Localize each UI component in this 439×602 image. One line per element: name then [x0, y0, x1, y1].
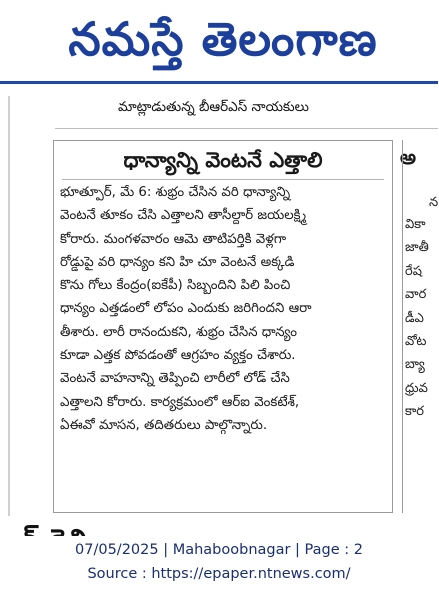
side-fragment: న — [429, 195, 439, 210]
news-article — [53, 140, 393, 513]
source-url: Source : https://epaper.ntnews.com/ — [87, 566, 351, 582]
article-line: ఏఈవో మాసన, తదితరులు పాల్గొన్నారు. — [60, 417, 268, 433]
article-line: వెంటనే తూకం చేసి ఎత్తాలని తాసీల్దార్ జయలక్ష్మి — [60, 208, 307, 224]
side-fragment: ధ్రువ — [405, 381, 428, 396]
side-fragment: వార — [405, 287, 427, 302]
newspaper-logo: నమస్తే తెలంగాణ — [68, 12, 378, 66]
side-fragment: బ్యా — [405, 357, 425, 372]
side-fragment: వికా — [405, 217, 426, 232]
article-line: రోడ్డుపై వరి ధాన్యం కని హి చూ వెంటనే అక్కడి — [60, 254, 295, 270]
side-fragment: జాతీ — [405, 240, 429, 255]
headline-rule — [62, 179, 384, 180]
article-line: కూడా ఎత్తక పోవడంతో ఆగ్రహం వ్యక్తం చేశారు. — [60, 348, 296, 364]
side-fragment: రేష — [405, 264, 422, 279]
masthead — [0, 0, 438, 84]
source-footer — [0, 536, 438, 602]
article-line: ఎత్తాలని కోరారు. కార్యక్రమంలో ఆర్ఐ వెంకటేశ్, — [60, 394, 300, 410]
article-line: తీశారు. లారీ రానందుకని, శుభ్రం చేసిన ధాన్యం — [60, 324, 297, 340]
edition-info: 07/05/2025 | Mahaboobnagar | Page : 2 — [75, 542, 363, 558]
article-line: ధాన్యం ఎత్తడంలో లోపం ఎందుకు జరిగిందని ఆరా — [60, 301, 312, 317]
side-article-headline: అ — [400, 145, 416, 169]
side-fragment: కార — [405, 404, 424, 419]
article-body — [60, 181, 386, 437]
article-headline: ధాన్యాన్ని వెంటనే ఎత్తాలి — [123, 148, 323, 172]
caption-rule — [55, 128, 438, 129]
article-line: కోరారు. మంగళవారం ఆమె తాటిపర్తికి వెళ్లగా — [60, 231, 287, 247]
photo-caption: మాట్లాడుతున్న బీఆర్ఎస్ నాయకులు — [118, 99, 309, 115]
side-fragment: వోట — [405, 334, 427, 349]
article-line: భూత్పూర్, మే 6: శుభ్రం చేసిన వరి ధాన్యాన్ని — [60, 185, 291, 200]
side-fragment: డీఎ — [405, 311, 424, 326]
side-article-column — [402, 140, 439, 513]
article-line: కొను గోలు కేంద్రం(ఐకేపీ) సిబ్బందిని పిలి పించి — [60, 278, 291, 294]
article-line: వెంటనే వాహనాన్ని తెప్పించి లారీలో లోడ్ చేసి — [60, 371, 290, 387]
column-divider — [8, 96, 10, 516]
